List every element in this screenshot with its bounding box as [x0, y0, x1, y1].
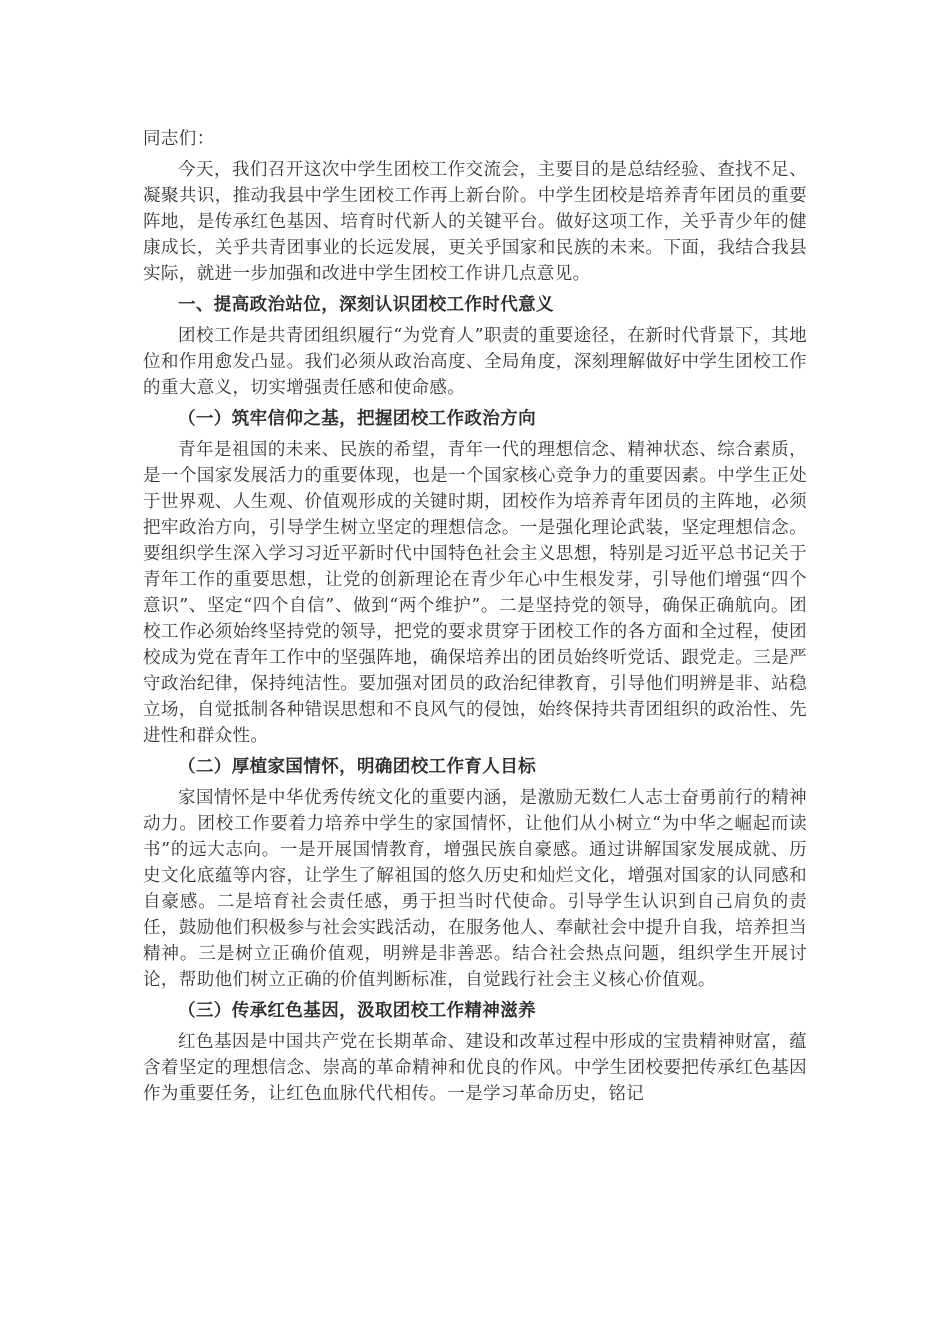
- section-paragraph-1: 团校工作是共青团组织履行“为党育人”职责的重要途径，在新时代背景下，其地位和作用愈发凸显。我们必须从政治高度、全局角度，深刻理解做好中学生团校工作的重大意义，切实增强责任感和使命感。: [143, 326, 807, 398]
- subsection-heading-1: （一）筑牢信仰之基，把握团校工作政治方向: [178, 409, 536, 429]
- intro-paragraph: 今天，我们召开这次中学生团校工作交流会，主要目的是总结经验、查找不足、凝聚共识，推动我县中学生团校工作再上新台阶。中学生团校是培养青年团员的重要阵地，是传承红色基因、培育时代新人的关键平台。做好这项工作，关乎青少年的健康成长，关乎共青团事业的长远发展，更关乎国家和民族的未来。下面，我结合我县实际，就进一步加强和改进中学生团校工作讲几点意见。: [143, 160, 807, 284]
- subsection-paragraph-2: 家国情怀是中华优秀传统文化的重要内涵，是激励无数仁人志士奋勇前行的精神动力。团校工作要着力培养中学生的家国情怀，让他们从小树立“为中华之崛起而读书”的远大志向。一是开展国情教育，增强民族自豪感。通过讲解国家发展成就、历史文化底蕴等内容，让学生了解祖国的悠久历史和灿烂文化，增强对国家的认同感和自豪感。二是培育社会责任感，勇于担当时代使命。引导学生认识到自己肩负的责任，鼓励他们积极参与社会实践活动，在服务他人、奉献社会中提升自我，培养担当精神。三是树立正确价值观，明辨是非善恶。结合社会热点问题，组织学生开展讨论，帮助他们树立正确的价值判断标准，自觉践行社会主义核心价值观。: [143, 788, 807, 990]
- subsection-paragraph-3: 红色基因是中国共产党在长期革命、建设和改革过程中形成的宝贵精神财富，蕴含着坚定的理想信念、崇高的革命精神和优良的作风。中学生团校要把传承红色基因作为重要任务，让红色血脉代代相传。一是学习革命历史，铭记: [143, 1032, 807, 1104]
- salutation: 同志们：: [143, 129, 215, 149]
- subsection-paragraph-1: 青年是祖国的未来、民族的希望，青年一代的理想信念、精神状态、综合素质，是一个国家发展活力的重要体现，也是一个国家核心竞争力的重要因素。中学生正处于世界观、人生观、价值观形成的关键时期，团校作为培养青年团员的主阵地，必须把牢政治方向，引导学生树立坚定的理想信念。一是强化理论武装，坚定理想信念。要组织学生深入学习习近平新时代中国特色社会主义思想，特别是习近平总书记关于青年工作的重要思想，让党的创新理论在青少年心中生根发芽，引导他们增强“四个意识”、坚定“四个自信”、做到“两个维护”。二是坚持党的领导，确保正确航向。团校工作必须始终坚持党的领导，把党的要求贯穿于团校工作的各方面和全过程，使团校成为党在青年工作中的坚强阵地，确保培养出的团员始终听党话、跟党走。三是严守政治纪律，保持纯洁性。要加强对团员的政治纪律教育，引导他们明辨是非、站稳立场，自觉抵制各种错误思想和不良风气的侵蚀，始终保持共青团组织的政治性、先进性和群众性。: [143, 440, 807, 746]
- section-heading-1: 一、提高政治站位，深刻认识团校工作时代意义: [178, 295, 554, 315]
- document-page: [143, 126, 807, 1112]
- subsection-heading-3: （三）传承红色基因，汲取团校工作精神滋养: [178, 1001, 536, 1021]
- subsection-heading-2: （二）厚植家国情怀，明确团校工作育人目标: [178, 757, 536, 777]
